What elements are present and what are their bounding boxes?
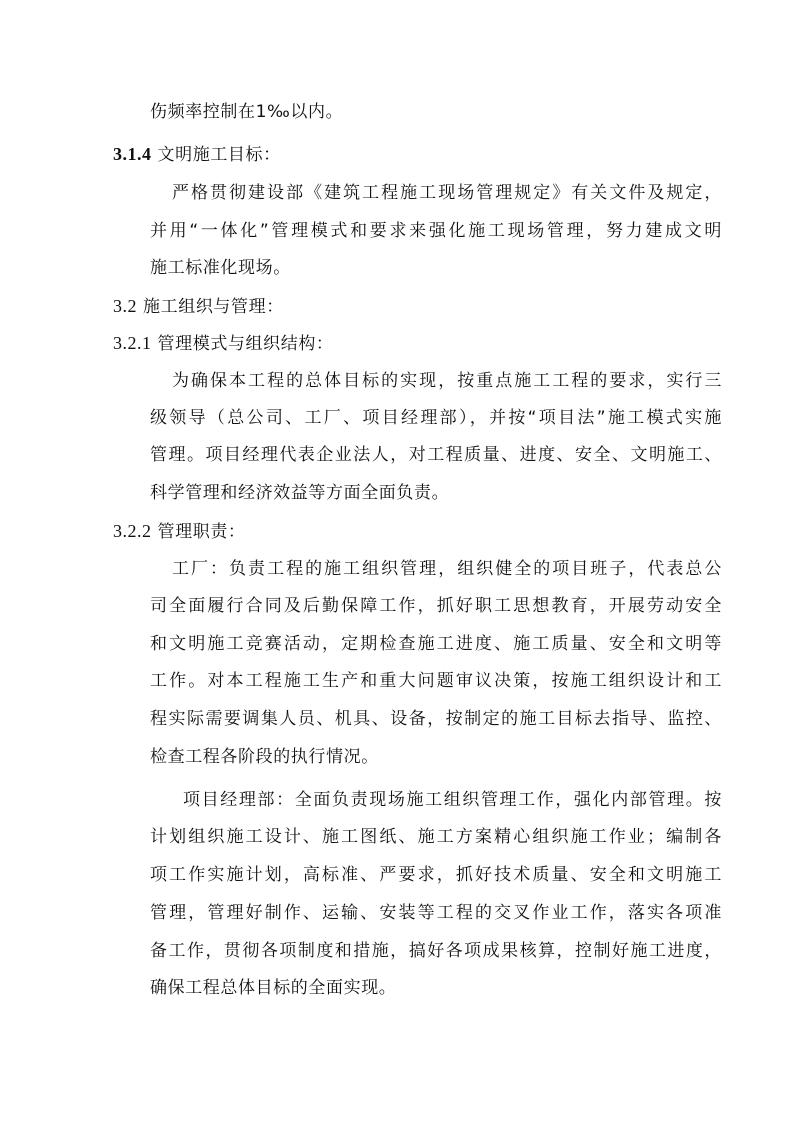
body-text-line: 工作。对本工程施工生产和重大问题审议决策，按施工组织设计和工	[150, 671, 722, 691]
body-text-line: 项目经理部：全面负责现场施工组织管理工作，强化内部管理。按	[183, 790, 722, 810]
body-text-line: 施工标准化现场。	[150, 258, 291, 278]
body-text-line: 确保工程总体目标的全面实现。	[150, 978, 397, 998]
body-text-line: 科学管理和经济效益等方面全面负责。	[150, 483, 450, 503]
body-text-line: 司全面履行合同及后勤保障工作，抓好职工思想教育，开展劳动安全	[150, 596, 722, 616]
body-text-line: 管理，管理好制作、运输、安装等工程的交叉作业工作，落实各项准	[150, 903, 722, 923]
section-title: 管理模式与组织结构：	[157, 334, 334, 354]
body-text-line: 和文明施工竞赛活动，定期检查施工进度、施工质量、安全和文明等	[150, 634, 722, 654]
body-text-line: 严格贯彻建设部《建筑工程施工现场管理规定》有关文件及规定，	[172, 183, 722, 203]
section-number: 3.2.2	[113, 521, 152, 541]
section-number: 3.2.1	[113, 333, 152, 353]
section-title: 施工组织与管理：	[143, 297, 284, 317]
body-text-line: 检查工程各阶段的执行情况。	[150, 747, 379, 767]
section-heading-3-1-4	[113, 143, 281, 166]
body-text-line: 备工作，贯彻各项制度和措施，搞好各项成果核算，控制好施工进度，	[150, 941, 722, 961]
body-text-line: 工厂：负责工程的施工组织管理，组织健全的项目班子，代表总公	[172, 559, 722, 579]
section-number: 3.1.4	[113, 144, 152, 164]
section-title: 管理职责：	[157, 522, 246, 542]
body-text-line: 项工作实施计划，高标准、严要求，抓好技术质量、安全和文明施工	[150, 865, 722, 885]
section-heading-3-2	[113, 295, 284, 318]
body-text-line: 级领导（总公司、工厂、项目经理部），并按“项目法”施工模式实施	[150, 408, 722, 428]
section-number: 3.2	[113, 296, 137, 316]
body-text-line: 管理。项目经理代表企业法人，对工程质量、进度、安全、文明施工、	[150, 445, 722, 465]
body-text-line: 伤频率控制在1‰以内。	[150, 102, 344, 122]
body-text-line: 计划组织施工设计、施工图纸、施工方案精心组织施工作业；编制各	[150, 827, 722, 847]
section-title: 文明施工目标：	[157, 145, 281, 165]
section-heading-3-2-2	[113, 520, 246, 543]
body-text-line: 程实际需要调集人员、机具、设备，按制定的施工目标去指导、监控、	[150, 709, 722, 729]
section-heading-3-2-1	[113, 332, 334, 355]
body-text-line: 为确保本工程的总体目标的实现，按重点施工工程的要求，实行三	[172, 371, 722, 391]
body-text-line: 并用“一体化”管理模式和要求来强化施工现场管理，努力建成文明	[150, 221, 722, 241]
